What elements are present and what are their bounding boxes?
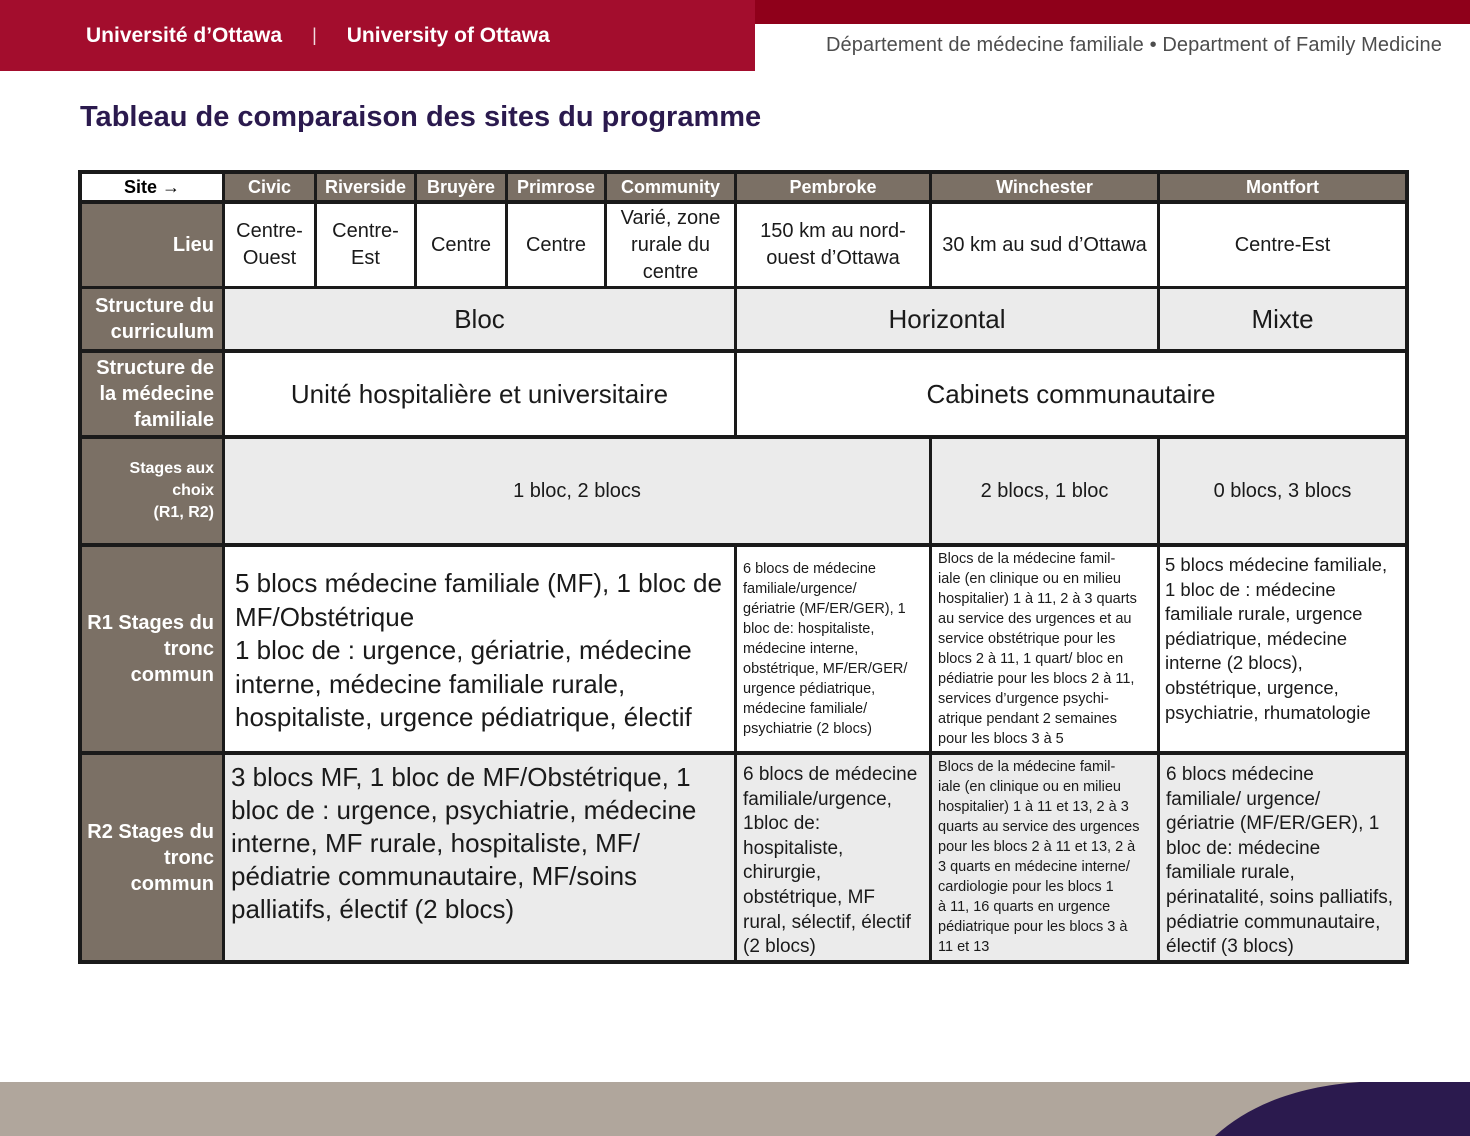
site-pembroke: Pembroke: [737, 174, 929, 200]
r2-winchester: Blocs de la médecine famil- iale (en clinique ou en milieu hospitalier) 1 à 11 et 13, 2 à 3 quarts au service des urgences pour les blocs 2 à 11 et 13, 2 à 3 quarts en médecine interne/ cardiologie pour les blocs 1 à 11, 16 quarts en urgence pédiatrique pour les blocs 3 à 11 et 13: [932, 755, 1157, 960]
row-label-r1: R1 Stages du tronc commun: [82, 547, 222, 751]
choix-winchester: 2 blocs, 1 bloc: [932, 439, 1157, 543]
r2-montfort: 6 blocs médecine familiale/ urgence/ gériatrie (MF/ER/GER), 1 bloc de: médecine familiale rurale, périnatalité, soins palliatifs, pédiatrie communautaire, électif (3 blocs): [1160, 755, 1405, 960]
medfam-cabinets: Cabinets communautaire: [737, 353, 1405, 435]
lieu-community: Varié, zone rurale du centre: [607, 204, 734, 286]
footer-band: [0, 1082, 1470, 1136]
r1-bloc-sites: 5 blocs médecine familiale (MF), 1 bloc de MF/Obstétrique 1 bloc de : urgence, gériatrie, médecine interne, médecine familiale rurale, hospitaliste, urgence pédiatrique, électif: [225, 547, 734, 751]
curriculum-mixte: Mixte: [1160, 289, 1405, 349]
r2-bloc-sites: 3 blocs MF, 1 bloc de MF/Obstétrique, 1 bloc de : urgence, psychiatrie, médecine interne, MF rurale, hospitaliste, MF/ pédiatrie communautaire, MF/soins palliatifs, électif (2 blocs): [225, 755, 734, 960]
curriculum-bloc: Bloc: [225, 289, 734, 349]
r1-montfort: 5 blocs médecine familiale, 1 bloc de : médecine familiale rurale, urgence pédiatrique, médecine interne (2 blocs), obstétrique, urgence, psychiatrie, rhumatologie: [1160, 547, 1405, 751]
r1-winchester: Blocs de la médecine famil- iale (en clinique ou en milieu hospitalier) 1 à 11, 2 à 3 quarts au service des urgences et au service obstétrique pour les blocs 2 à 11, 1 quart/ bloc en pédiatrie pour les blocs 2 à 11, services d’urgence psychi- atrique pendant 2 semaines pour les blocs 3 à 5: [932, 547, 1157, 751]
lieu-montfort: Centre-Est: [1160, 204, 1405, 286]
row-label-medecine-familiale: Structure de la médecine familiale: [82, 353, 222, 435]
r2-pembroke: 6 blocs de médecine familiale/urgence, 1bloc de: hospitaliste, chirurgie, obstétrique, MF rural, sélectif, électif (2 blocs): [737, 755, 929, 960]
lieu-bruyere: Centre: [417, 204, 505, 286]
brand-separator: |: [312, 25, 317, 45]
brand-english: University of Ottawa: [346, 23, 550, 47]
site-bruyere: Bruyère: [417, 174, 505, 200]
lieu-primrose: Centre: [508, 204, 604, 286]
r1-pembroke: 6 blocs de médecine familiale/urgence/ gériatrie (MF/ER/GER), 1 bloc de: hospitaliste, médecine interne, obstétrique, MF/ER/GER/ urgence pédiatrique, médecine familiale/ psychiatrie (2 blocs): [737, 547, 929, 751]
brand-french: Université d’Ottawa: [86, 23, 283, 47]
lieu-riverside: Centre- Est: [317, 204, 414, 286]
page-title: Tableau de comparaison des sites du programme: [80, 101, 762, 133]
comparison-table: [78, 170, 1409, 964]
curriculum-horizontal: Horizontal: [737, 289, 1157, 349]
choix-bloc-sites: 1 bloc, 2 blocs: [225, 439, 929, 543]
site-winchester: Winchester: [932, 174, 1157, 200]
row-label-curriculum: Structure du curriculum: [82, 289, 222, 349]
row-label-r2: R2 Stages du tronc commun: [82, 755, 222, 960]
row-label-lieu: Lieu: [82, 204, 222, 286]
lieu-winchester: 30 km au sud d’Ottawa: [932, 204, 1157, 286]
row-label-stages-choix: Stages aux choix (R1, R2): [82, 439, 222, 543]
site-civic: Civic: [225, 174, 314, 200]
site-riverside: Riverside: [317, 174, 414, 200]
university-brand: [0, 0, 755, 71]
lieu-pembroke: 150 km au nord- ouest d’Ottawa: [737, 204, 929, 286]
site-primrose: Primrose: [508, 174, 604, 200]
site-header: Site →: [82, 174, 222, 200]
site-montfort: Montfort: [1160, 174, 1405, 200]
footer-swoosh: [0, 1082, 1470, 1136]
medfam-unite-hospitaliere: Unité hospitalière et universitaire: [225, 353, 734, 435]
choix-montfort: 0 blocs, 3 blocs: [1160, 439, 1405, 543]
department-name: Département de médecine familiale • Department of Family Medicine: [826, 34, 1442, 56]
lieu-civic: Centre- Ouest: [225, 204, 314, 286]
site-community: Community: [607, 174, 734, 200]
